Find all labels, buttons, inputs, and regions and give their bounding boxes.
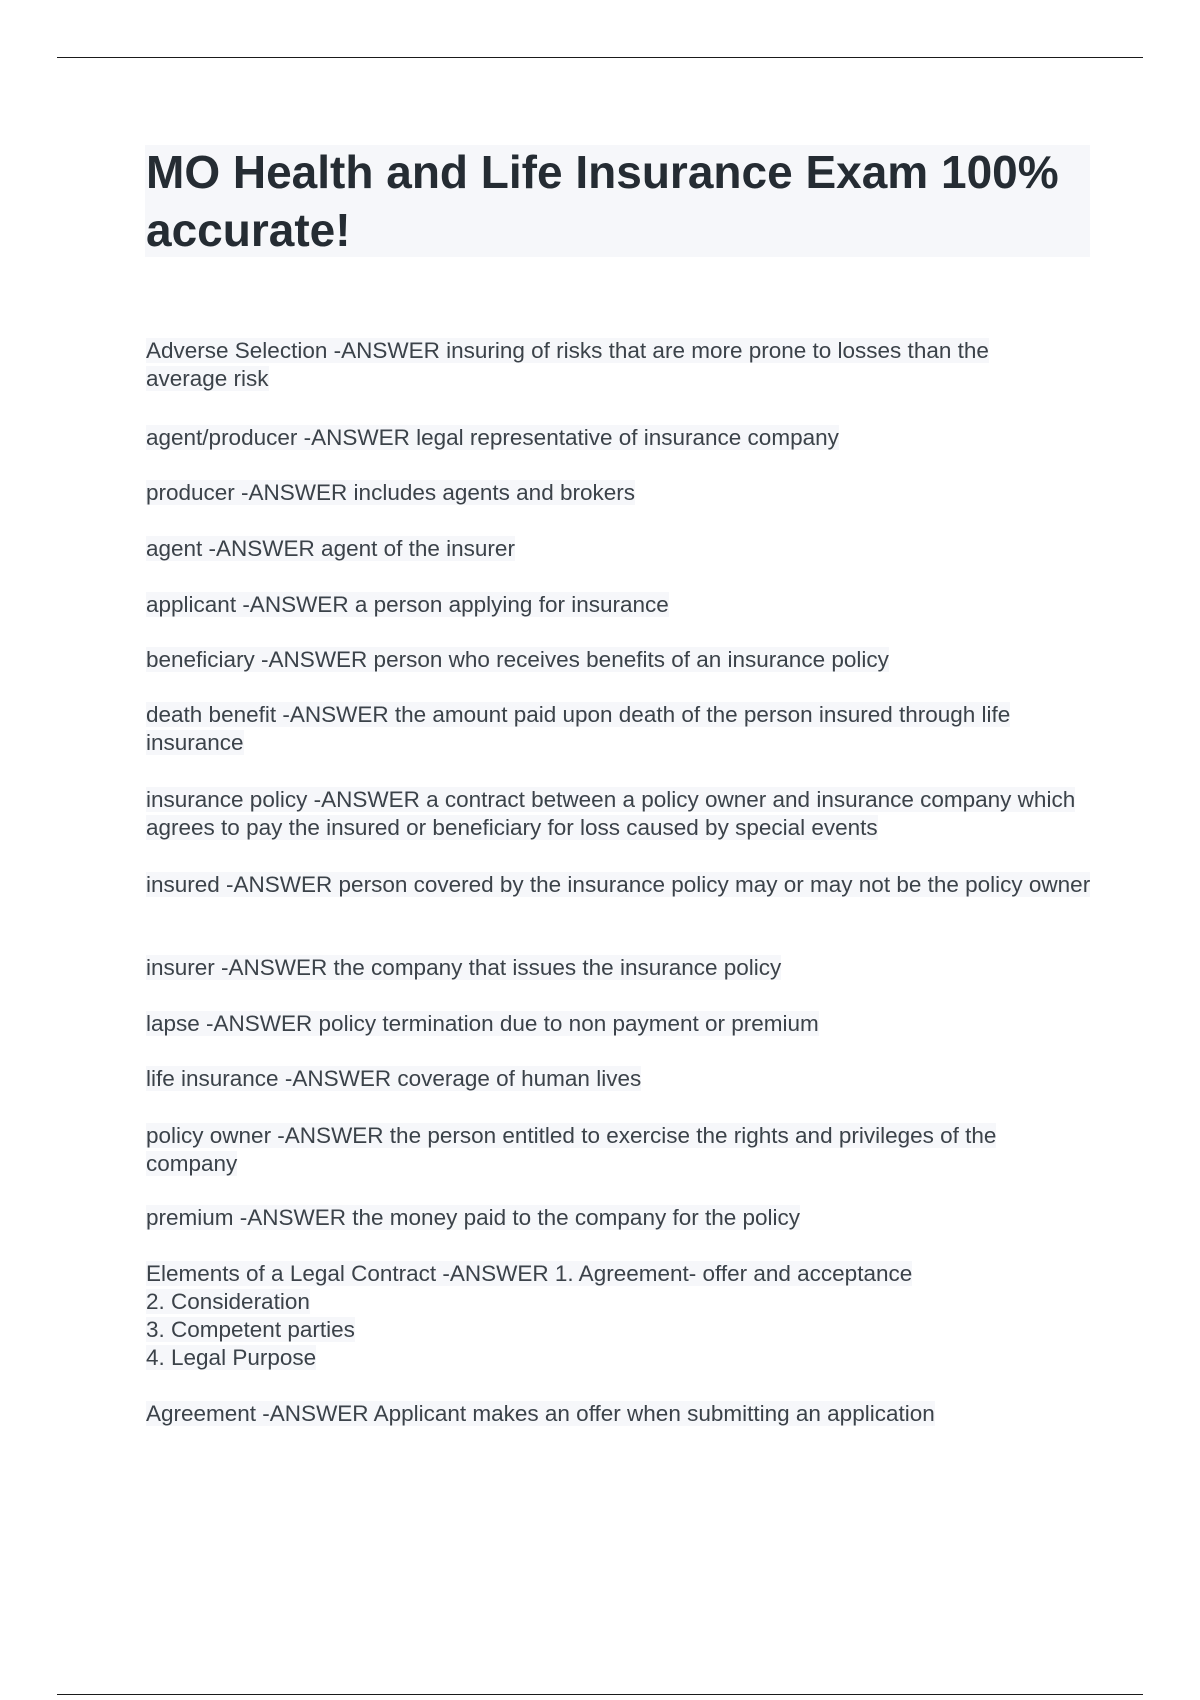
list-item: life insurance -ANSWER coverage of human lives [146, 1066, 642, 1091]
list-item: premium -ANSWER the money paid to the company for the policy [146, 1205, 801, 1230]
bottom-divider [57, 1694, 1143, 1695]
list-item: agent/producer -ANSWER legal representative of insurance company [146, 425, 839, 450]
list-item: Agreement -ANSWER Applicant makes an offer when submitting an application [146, 1401, 935, 1426]
list-item: agent -ANSWER agent of the insurer [146, 536, 515, 561]
list-item: applicant -ANSWER a person applying for insurance [146, 592, 669, 617]
list-item: death benefit -ANSWER the amount paid upon death of the person insured through life insurance [146, 702, 1011, 755]
list-item: beneficiary -ANSWER person who receives benefits of an insurance policy [146, 647, 889, 672]
list-item: policy owner -ANSWER the person entitled to exercise the rights and privileges of the company [146, 1123, 997, 1176]
list-item: Elements of a Legal Contract -ANSWER 1. Agreement- offer and acceptance 2. Consideration 3. Competent parties 4. Legal Purpose [146, 1261, 913, 1370]
list-item: insurer -ANSWER the company that issues the insurance policy [146, 955, 782, 980]
top-divider [57, 57, 1143, 58]
list-item: producer -ANSWER includes agents and brokers [146, 480, 635, 505]
list-item: Adverse Selection -ANSWER insuring of risks that are more prone to losses than the average risk [146, 338, 989, 391]
list-item: insurance policy -ANSWER a contract between a policy owner and insurance company which agrees to pay the insured or beneficiary for loss caused by special events [146, 787, 1076, 840]
list-item: insured -ANSWER person covered by the insurance policy may or may not be the policy owner [146, 872, 1091, 897]
list-item: lapse -ANSWER policy termination due to non payment or premium [146, 1011, 819, 1036]
page-title: MO Health and Life Insurance Exam 100% accurate! [146, 146, 1059, 256]
